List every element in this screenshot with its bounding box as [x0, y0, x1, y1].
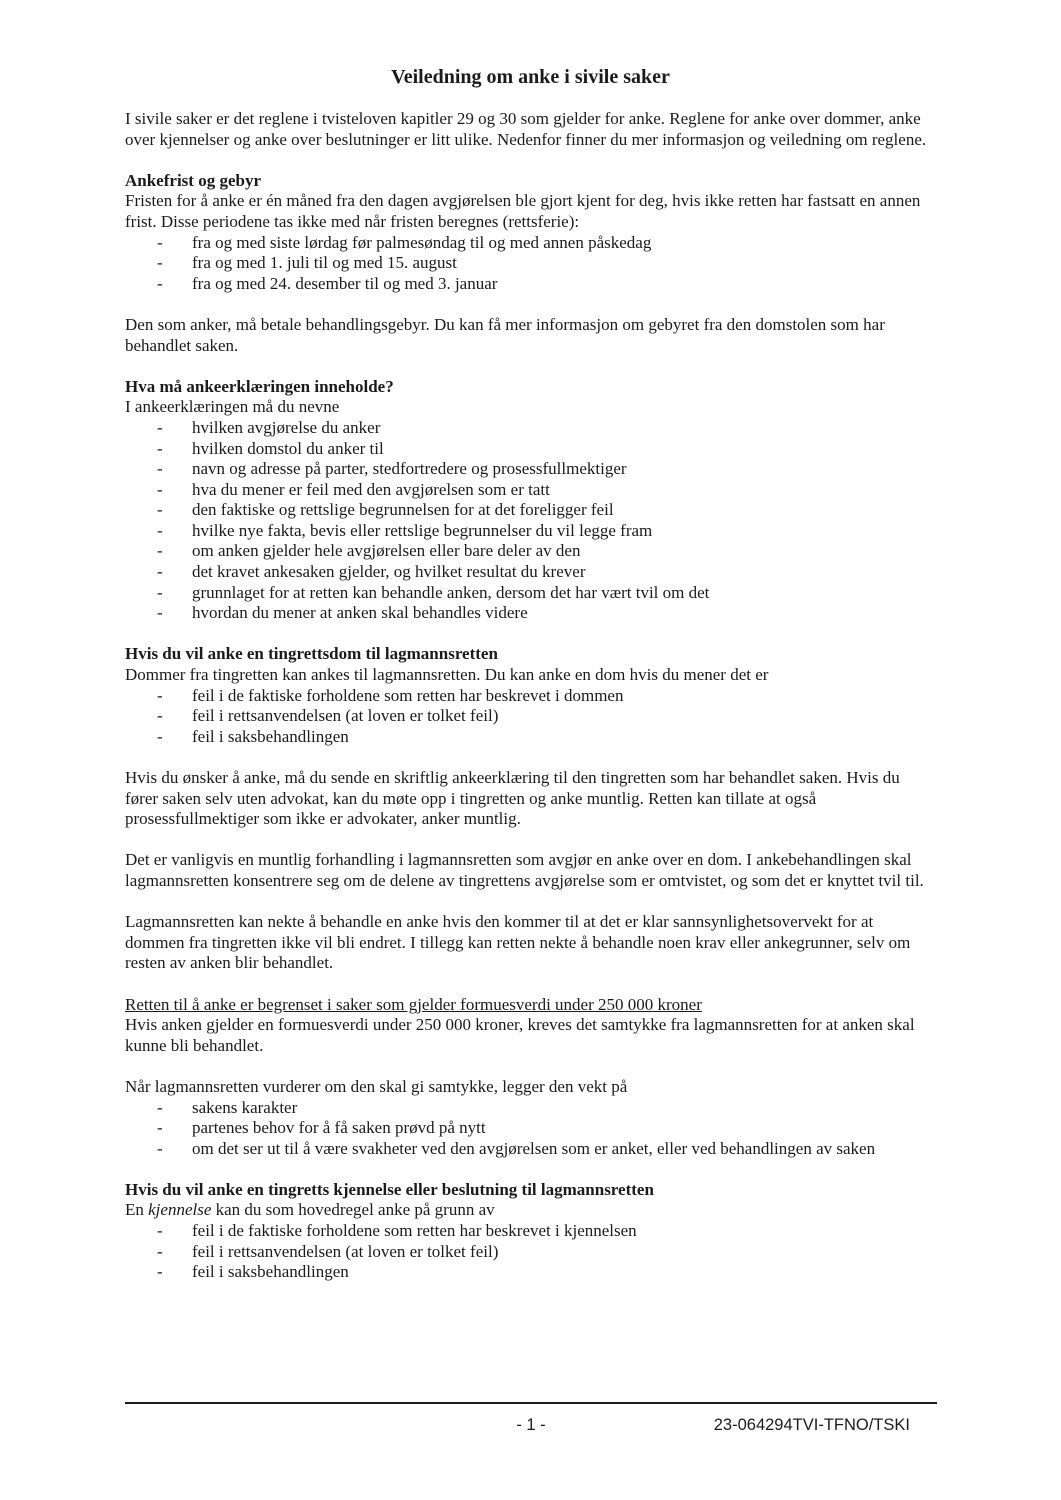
list-dash-marker: - [157, 273, 163, 293]
list-item-text: feil i saksbehandlingen [192, 726, 349, 746]
list-item-text: hva du mener er feil med den avgjørelsen som er tatt [192, 479, 550, 499]
list-item-text: feil i de faktiske forholdene som retten har beskrevet i dommen [192, 685, 624, 705]
list-item-text: hvilken avgjørelse du anker [192, 417, 381, 437]
list-item [125, 521, 936, 542]
list-dash-marker: - [157, 541, 163, 561]
lead-anke-tingrettsdom: Dommer fra tingretten kan ankes til lagmannsretten. Du kan anke en dom hvis du mener det er [125, 665, 769, 685]
intro-paragraph: I sivile saker er det reglene i tvisteloven kapitler 29 og 30 som gjelder for anke. Reglene for anke over dommer, anke over kjennelser og anke over beslutninger er litt ulike. Nedenfor finner du mer informasjon og veiledning om reglene. [125, 109, 927, 149]
list-dash-marker: - [157, 459, 163, 479]
list-item-text: hvordan du mener at anken skal behandles videre [192, 603, 528, 623]
list-item-text: fra og med 24. desember til og med 3. januar [192, 273, 498, 293]
case-reference: 23-064294TVI-TFNO/TSKI [713, 1416, 910, 1434]
list-dash-marker: - [157, 726, 163, 746]
list-item [125, 1242, 936, 1263]
list-item-text: sakens karakter [192, 1097, 298, 1117]
list-item [125, 727, 936, 748]
list-dash-marker: - [157, 1138, 163, 1158]
list-item [125, 459, 936, 480]
list-item-text: fra og med siste lørdag før palmesøndag til og med annen påskedag [192, 232, 652, 252]
list-dash-marker: - [157, 417, 163, 437]
list-item-text: grunnlaget for at retten kan behandle anken, dersom det har vært tvil om det [192, 582, 710, 602]
paragraph-formuesverdi: Hvis anken gjelder en formuesverdi under 250 000 kroner, kreves det samtykke fra lagmannsretten for at anken skal kunne bli behandlet. [125, 1015, 915, 1055]
paragraph-muntlig-forhandling: Det er vanligvis en muntlig forhandling i lagmannsretten som avgjør en anke over en dom. I ankebehandlingen skal lagmannsretten konsentrere seg om de delene av tingrettens avgjørelse som er omtvistet, og som det er knyttet tvil til. [125, 850, 924, 890]
list-dash-marker: - [157, 562, 163, 582]
list-item-text: feil i rettsanvendelsen (at loven er tolket feil) [192, 706, 499, 726]
bullet-list-samtykke [125, 1098, 936, 1160]
list-item-text: navn og adresse på parter, stedfortredere og prosessfullmektiger [192, 459, 627, 479]
list-dash-marker: - [157, 1118, 163, 1138]
lead-kjennelse-prefix: En [125, 1200, 149, 1220]
lead-ankeerklaering: I ankeerklæringen må du nevne [125, 397, 340, 417]
list-item-text: feil i de faktiske forholdene som retten har beskrevet i kjennelsen [192, 1221, 637, 1241]
list-dash-marker: - [157, 479, 163, 499]
section-heading-ankefrist-og-gebyr: Ankefrist og gebyr [125, 170, 261, 190]
list-item [125, 706, 936, 727]
lead-samtykke: Når lagmannsretten vurderer om den skal gi samtykke, legger den vekt på [125, 1076, 628, 1096]
footer [125, 1404, 937, 1446]
bullet-list-ankegrunner-dom [125, 686, 936, 748]
list-dash-marker: - [157, 232, 163, 252]
list-item-text: fra og med 1. juli til og med 15. august [192, 253, 457, 273]
page-title: Veiledning om anke i sivile saker [391, 66, 670, 88]
paragraph-gebyr: Den som anker, må betale behandlingsgebyr. Du kan få mer informasjon om gebyret fra den domstolen som har behandlet saken. [125, 314, 885, 355]
list-dash-marker: - [157, 685, 163, 705]
bullet-list-ankegrunner-kjennelse [125, 1221, 936, 1283]
list-dash-marker: - [157, 253, 163, 273]
list-item [125, 274, 936, 295]
list-item [125, 253, 936, 274]
list-item-text: hvilken domstol du anker til [192, 438, 384, 458]
list-item-text: hvilke nye fakta, bevis eller rettslige begrunnelser du vil legge fram [192, 520, 653, 540]
list-item-text: feil i rettsanvendelsen (at loven er tolket feil) [192, 1241, 499, 1261]
lead-kjennelse-suffix: kan du som hovedregel anke på grunn av [211, 1200, 495, 1220]
bullet-list-ankeerklaering [125, 418, 936, 624]
section-heading-ankeerklaering-innhold: Hva må ankeerklæringen inneholde? [125, 376, 394, 396]
list-item-text: feil i saksbehandlingen [192, 1262, 349, 1282]
list-item [125, 500, 936, 521]
list-item [125, 1221, 936, 1242]
lead-kjennelse-italic-word: kjennelse [148, 1200, 212, 1220]
bullet-list-rettsferie [125, 233, 936, 295]
list-item [125, 1139, 936, 1160]
list-item [125, 603, 936, 624]
list-item [125, 562, 936, 583]
paragraph-skriftlig-ankeerklaering: Hvis du ønsker å anke, må du sende en skriftlig ankeerklæring til den tingretten som har behandlet saken. Hvis du fører saken selv uten advokat, kan du møte opp i tingretten og anke muntlig. Retten kan tillate at også prosessfullmektiger som ikke er advokater, anker muntlig. [125, 768, 900, 829]
list-item-text: om anken gjelder hele avgjørelsen eller bare deler av den [192, 541, 581, 561]
list-item [125, 233, 936, 254]
list-item [125, 583, 936, 604]
underlined-subheading-formuesverdi: Retten til å anke er begrenset i saker som gjelder formuesverdi under 250 000 kroner [125, 994, 702, 1014]
list-dash-marker: - [157, 603, 163, 623]
list-item [125, 439, 936, 460]
list-item-text: om det ser ut til å være svakheter ved den avgjørelsen som er anket, eller ved behandlingen av saken [192, 1138, 876, 1158]
list-item [125, 541, 936, 562]
list-dash-marker: - [157, 500, 163, 520]
list-dash-marker: - [157, 706, 163, 726]
list-item [125, 418, 936, 439]
list-item [125, 686, 936, 707]
list-dash-marker: - [157, 582, 163, 602]
list-dash-marker: - [157, 520, 163, 540]
list-item [125, 1098, 936, 1119]
section-heading-anke-tingrettsdom: Hvis du vil anke en tingrettsdom til lagmannsretten [125, 644, 498, 664]
list-item [125, 1262, 936, 1283]
list-dash-marker: - [157, 1221, 163, 1241]
list-dash-marker: - [157, 1241, 163, 1261]
page-number: - 1 - [516, 1416, 546, 1434]
list-dash-marker: - [157, 1097, 163, 1117]
section-heading-anke-kjennelse: Hvis du vil anke en tingretts kjennelse eller beslutning til lagmannsretten [125, 1179, 654, 1199]
lead-kjennelse [125, 1200, 936, 1221]
paragraph-nekte-behandling: Lagmannsretten kan nekte å behandle en anke hvis den kommer til at det er klar sannsynlighetsovervekt for at dommen fra tingretten ikke vil bli endret. I tillegg kan retten nekte å behandle noen krav eller ankegrunner, selv om resten av anken blir behandlet. [125, 912, 911, 973]
list-dash-marker: - [157, 438, 163, 458]
list-item [125, 1118, 936, 1139]
paragraph-ankefrist: Fristen for å anke er én måned fra den dagen avgjørelsen ble gjort kjent for deg, hvis ikke retten har fastsatt en annen frist. Disse periodene tas ikke med når fristen beregnes (rettsferie): [125, 191, 921, 231]
list-dash-marker: - [157, 1262, 163, 1282]
list-item-text: den faktiske og rettslige begrunnelsen for at det foreligger feil [192, 500, 614, 520]
list-item-text: partenes behov for å få saken prøvd på nytt [192, 1118, 486, 1138]
list-item [125, 480, 936, 501]
list-item-text: det kravet ankesaken gjelder, og hvilket resultat du krever [192, 562, 586, 582]
footer-rule [125, 1402, 937, 1446]
